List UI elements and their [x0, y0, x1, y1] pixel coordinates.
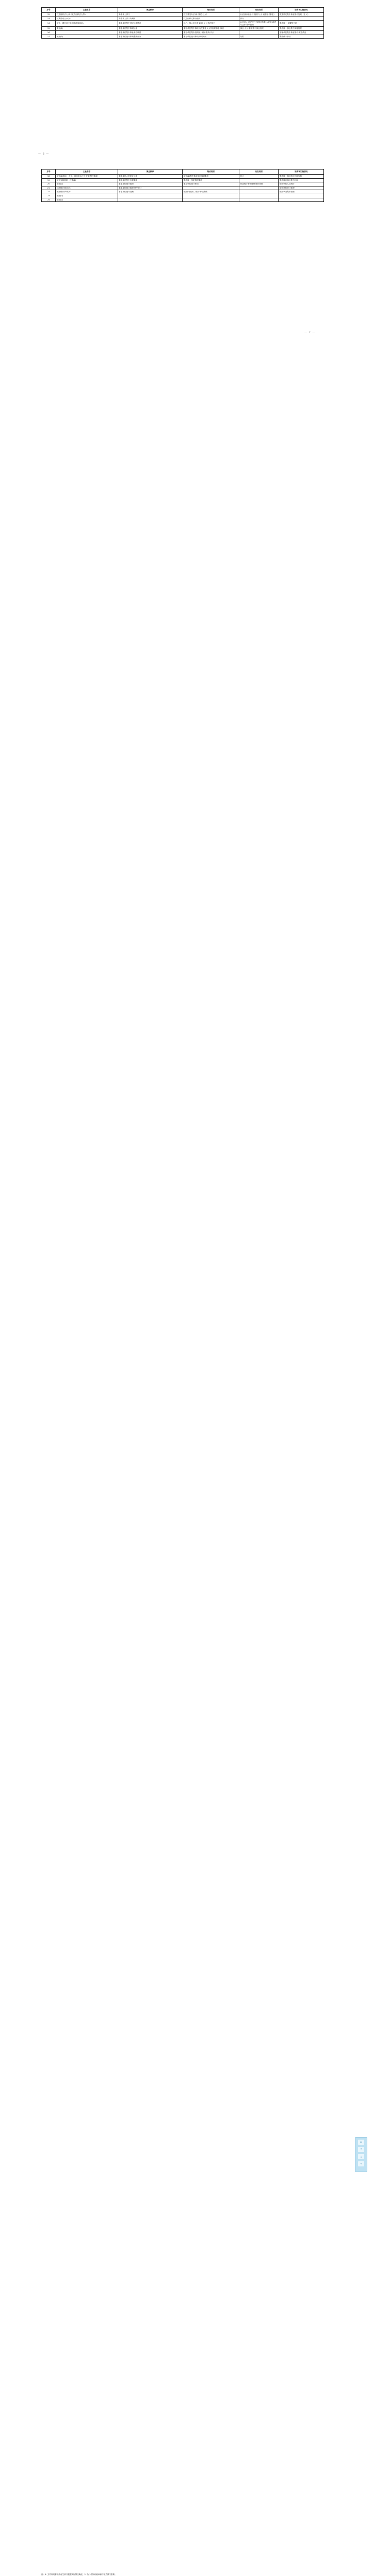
- header-cell: 集业数事: [118, 170, 183, 175]
- table-cell: 事业单位集中事项处理: [118, 27, 183, 31]
- table-cell: 22: [42, 190, 56, 194]
- header-cell: 序号: [42, 8, 56, 13]
- table-cell: 按当要发办法·新·《相办公人》: [183, 13, 239, 17]
- table-cell: 12: [42, 13, 56, 17]
- table-row: [42, 182, 324, 187]
- table-cell: 19: [42, 178, 56, 182]
- doc-page-1: [41, 7, 324, 39]
- table-cell: [239, 194, 279, 198]
- table-cell: 统计(2)组织、统计·事项系统: [183, 190, 239, 194]
- header-cell: 集业数事: [118, 8, 183, 13]
- table-cell: 集中统计事业集中处理: [279, 178, 324, 182]
- header-cell: 说明项实施情况: [279, 170, 324, 175]
- table-cell: 23: [42, 194, 56, 198]
- table-cell: [56, 30, 118, 35]
- table-cell: [239, 186, 279, 190]
- table-cell: [118, 194, 183, 198]
- table-cell: 15: [42, 27, 56, 31]
- table-cell: 认可(2)、新记法行·实施业务事·大应用·改进与公开·集中管理: [239, 21, 279, 27]
- table-cell: 17: [42, 35, 56, 39]
- floating-toolbar[interactable]: [355, 2137, 367, 2172]
- table-row: [42, 30, 324, 35]
- table-row: [42, 190, 324, 194]
- table-cell: 统计: [239, 175, 279, 179]
- table-cell: 注册统计统计(2): [56, 186, 118, 190]
- table-cell: 统计事业集中处理: [279, 190, 324, 194]
- table-cell: 集中统一·设置集中统一: [279, 21, 324, 27]
- table-row: [42, 21, 324, 27]
- table-cell: 事业单位统计组织: [118, 182, 183, 187]
- table-cell: [183, 186, 239, 190]
- table-cell: 事业单位集中其它处理情况: [118, 21, 183, 27]
- table-cell: 统计统计事项(2): [56, 190, 118, 194]
- table-cell: 集中统一事项: [279, 35, 324, 39]
- table-cell: 事业统计集中处理·统计系统: [239, 182, 279, 187]
- table-cell: 集中统一事业集中实施组织: [279, 27, 324, 31]
- table-cell: 统计(2)事业、人员、用实组人行为·开实·集中事项: [56, 175, 118, 179]
- toolbar-icon[interactable]: ▤: [358, 2140, 364, 2145]
- table-cell: [183, 198, 239, 202]
- table-cell: 事业(2): [56, 27, 118, 31]
- header-cell: 主业名称: [56, 8, 118, 13]
- header-cell: 集成说明: [183, 8, 239, 13]
- toolbar-icon[interactable]: ⤓: [358, 2154, 364, 2159]
- page-number: — 7 —: [304, 331, 316, 334]
- table-cell: 统计、城乡社区组织调动事项(2): [56, 21, 118, 27]
- table-row: [42, 35, 324, 39]
- table-cell: 集中统一组织管理事项: [183, 178, 239, 182]
- table-row: [42, 27, 324, 31]
- table-cell: [239, 198, 279, 202]
- table-row: [42, 186, 324, 190]
- toolbar-icon[interactable]: ⤒: [358, 2147, 364, 2152]
- table-cell: 统计(2)集中事业组织事项系统: [183, 175, 239, 179]
- table-cell: [279, 194, 324, 198]
- footer-note: 注：1. 文件所列事项由有关部门根据实际情况确定；2. 执行中如有疑问请与相关部门联系。: [41, 2573, 117, 2575]
- table-cell: 数量决定集中事业集中处理《注入》: [279, 13, 324, 17]
- header-cell: 改变说明: [239, 8, 279, 13]
- table-cell: [279, 16, 324, 21]
- table-row: [42, 16, 324, 21]
- table-row: [42, 198, 324, 202]
- table-1: [41, 7, 324, 39]
- table-row: [42, 178, 324, 182]
- table-cell: 事业·人人·事项集中事业组织: [239, 27, 279, 31]
- table-cell: [239, 190, 279, 194]
- table-cell: 16: [42, 30, 56, 35]
- table-cell: [183, 194, 239, 198]
- table-cell: [239, 30, 279, 35]
- table-cell: 单据单上部门有调用: [118, 16, 183, 21]
- table-row: [42, 175, 324, 179]
- table-cell: 24: [42, 198, 56, 202]
- table-cell: 管理单位集中事业集中·实施情况: [279, 30, 324, 35]
- header-cell: 集成说明: [183, 170, 239, 175]
- table-cell: 以户、组人员出生·新目·人·公共法规书: [183, 21, 239, 27]
- table-cell: 事业单位集中组织统一统计查询·（有）: [183, 30, 239, 35]
- table-cell: 事业单位集中事业单位调度: [118, 30, 183, 35]
- header-cell: 主业名称: [56, 170, 118, 175]
- table-cell: [279, 198, 324, 202]
- header-cell: 序号: [42, 170, 56, 175]
- table-cell: 事业单位人员统计处理: [118, 175, 183, 179]
- table-cell: 18: [42, 175, 56, 179]
- doc-page-2: [41, 169, 324, 202]
- table-cell: 事业单位统计处理: [118, 190, 183, 194]
- table-cell: 统计(2): [56, 35, 118, 39]
- header-cell: 说明项实施情况: [279, 8, 324, 13]
- table-cell: 事业单位集中处理事项: [118, 178, 183, 182]
- table-cell: 统计(2): [56, 182, 118, 187]
- table-cell: 统计单位统计处理: [279, 186, 324, 190]
- table-cell: 事业单位统计组织·集中统计: [118, 186, 183, 190]
- toolbar-icon[interactable]: ✎: [358, 2161, 364, 2166]
- table-row: [42, 194, 324, 198]
- table-cell: [118, 198, 183, 202]
- table-cell: 单据单上部门: [118, 13, 183, 17]
- table-cell: 事业单位统计事项: [183, 182, 239, 187]
- table-cell: 事业单位集中事项·有关事业人人员组织事业·事项: [183, 27, 239, 31]
- table-cell: 部分: [239, 16, 279, 21]
- table-cell: 统计单位人员统计: [279, 182, 324, 187]
- table-cell: 事业单位统计事项系统部分: [118, 35, 183, 39]
- table-cell: 统计(2): [56, 198, 118, 202]
- table-cell: 行使目标相组·行·组织与·人·设增组·《事业》: [239, 13, 279, 17]
- table-cell: 从事活动公示(2): [56, 16, 118, 21]
- table-cell: 21: [42, 186, 56, 190]
- header-cell: 改变说明: [239, 170, 279, 175]
- table-cell: 权益组织人事行组织: [183, 16, 239, 21]
- table-cell: 事业单位统计事项·事项调用: [183, 35, 239, 39]
- table-cell: [239, 178, 279, 182]
- table-cell: 权益组织法人·新·（政府组织法人等）: [56, 13, 118, 17]
- table-cell: 13: [42, 16, 56, 21]
- table-cell: 集中统一事业统计处理实施: [279, 175, 324, 179]
- table-cell: 结果: [239, 35, 279, 39]
- page-number: — 6 —: [38, 152, 50, 156]
- table-cell: 20: [42, 182, 56, 187]
- table-cell: 统计(2): [56, 194, 118, 198]
- table-2: [41, 169, 324, 202]
- table-cell: 统计实施系统、注册(2): [56, 178, 118, 182]
- table-row: [42, 13, 324, 17]
- table-cell: 14: [42, 21, 56, 27]
